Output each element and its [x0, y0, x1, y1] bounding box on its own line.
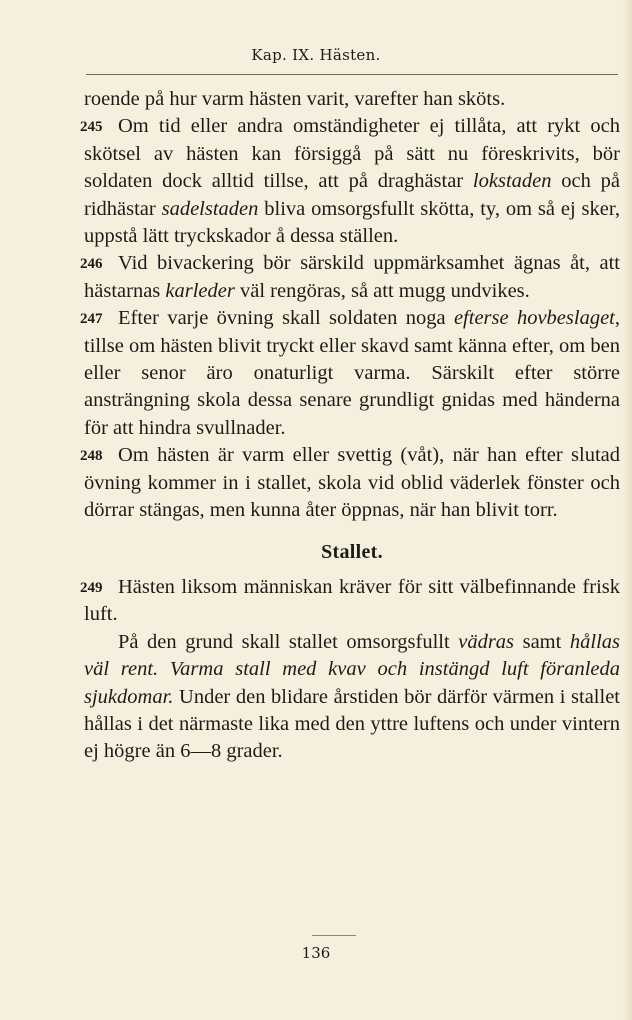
paragraph: [80, 574, 620, 629]
emphasized-text: efterse hovbeslaget: [453, 307, 615, 330]
paragraph: [80, 113, 620, 250]
section-paragraph-list: [80, 574, 621, 766]
paragraph-text: Hästen liksom människan kräver för sitt välbefinnande frisk luft.: [84, 575, 620, 626]
paragraph-text: bliva omsorgsfullt skötta, ty, om så ej sker, uppstå lätt tryckskador å dessa ställen.: [84, 197, 620, 248]
paragraph-number: 247: [80, 311, 103, 328]
section-heading: Stallet.: [321, 540, 383, 563]
paragraph-list: [80, 86, 620, 525]
paragraph-text: samt: [514, 630, 570, 653]
paragraph-text: Vid bivackering bör särskild uppmärksamhet ägnas åt, att hästarnas: [84, 252, 620, 302]
paragraph-number: 245: [80, 119, 103, 136]
body-text: [80, 86, 621, 766]
emphasized-text: vädras: [458, 630, 515, 653]
running-header: Kap. IX. Hästen.: [251, 46, 381, 64]
paragraph: [84, 629, 620, 766]
paragraph-text: På den grund skall stallet omsorgsfullt: [118, 630, 459, 653]
paragraph-text: och på ridhästar: [84, 170, 620, 220]
page-edge-shadow: [622, 0, 632, 1020]
emphasized-text: karleder: [165, 279, 235, 302]
paragraph-text: Om tid eller andra omständigheter ej tillåta, att rykt och skötsel av hästen kan försiggå på sätt nu föreskrivits, bör soldaten dock alltid tillse, att på draghästar: [84, 115, 620, 193]
emphasized-text: hållas väl rent. Varma stall med kvav och instängd luft föranleda sjukdomar.: [84, 630, 621, 708]
paragraph-number: 246: [80, 256, 103, 273]
emphasized-text: lokstaden: [472, 170, 552, 193]
paragraph: [80, 305, 620, 442]
paragraph-number: 249: [80, 579, 103, 596]
paragraph: [84, 86, 620, 113]
emphasized-text: sadelstaden: [161, 197, 259, 220]
paragraph-text: Efter varje övning skall soldaten noga: [118, 307, 454, 330]
paragraph-text: Under den blidare årstiden bör därför värmen i stallet hållas i det närmaste lika med den yttre luftens och under vintern ej högre än 6—8 grader.: [84, 685, 620, 763]
footer-rule: [312, 935, 356, 936]
header-rule: [86, 74, 618, 75]
paragraph-number: 248: [80, 448, 103, 465]
paragraph-text: väl rengöras, så att mugg undvikes.: [234, 279, 530, 302]
paragraph-text: , tillse om hästen blivit tryckt eller skavd samt känna efter, om ben eller senor äro onaturligt varma. Särskilt efter större ansträngning skola dessa senare grundligt gnidas med händerna för att hindra svullnader.: [84, 307, 620, 439]
paragraph-text: Om hästen är varm eller svettig (våt), när han efter slutad övning kommer in i stallet, skola vid oblid väderlek fönster och dörrar stängas, men kunna åter öppnas, när han blivit torr.: [84, 444, 620, 522]
page-number: 136: [301, 944, 331, 962]
paragraph: [80, 250, 620, 305]
paragraph: [80, 442, 620, 524]
paragraph-text: roende på hur varm hästen varit, varefter han sköts.: [84, 88, 506, 110]
